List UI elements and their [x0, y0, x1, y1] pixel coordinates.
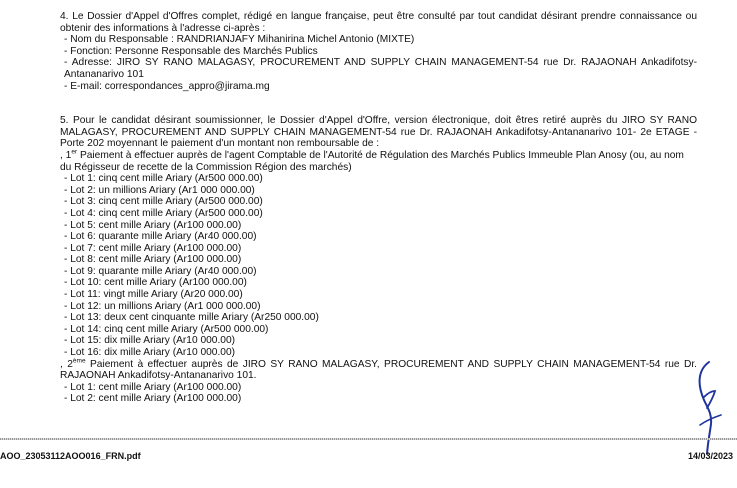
footer-filename: AOO_23053112AOO016_FRN.pdf — [0, 451, 141, 461]
first-payment-text: Paiement à effectuer auprès de l'agent Comptable de l'Autorité de Régulation des Marchés Publics Immeuble Plan Anosy (ou, au nom du Régisseur de recette de la Commission Région des marchés) — [60, 149, 684, 173]
lot-line: - Lot 15: dix mille Ariary (Ar10 000.00) — [64, 335, 235, 347]
footer-divider — [0, 438, 737, 440]
first-payment-lot-list — [60, 173, 697, 359]
footer-date: 14/03/2023 — [687, 451, 733, 461]
handwritten-signature — [690, 360, 726, 456]
lot-line: - Lot 2: un millions Ariary (Ar1 000 000.00) — [64, 184, 255, 196]
second-payment-superscript: ème — [72, 357, 86, 365]
first-payment-prefix: , 1 — [60, 149, 72, 161]
lot-line: - Lot 5: cent mille Ariary (Ar100 000.00) — [64, 219, 242, 231]
responsible-function-line: - Fonction: Personne Responsable des Marchés Publics — [64, 45, 318, 57]
first-payment-line — [60, 150, 697, 173]
first-payment-superscript: er — [71, 148, 78, 156]
second-payment-lot-list — [60, 382, 697, 405]
lot-line: - Lot 3: cinq cent mille Ariary (Ar500 000.00) — [64, 196, 263, 208]
responsible-address-line: - Adresse: JIRO SY RANO MALAGASY, PROCUREMENT AND SUPPLY CHAIN MANAGEMENT-54 rue Dr. RAJAONAH Ankadifotsy-Antananarivo 101 — [64, 57, 697, 80]
document-body — [60, 11, 697, 405]
lot-line: - Lot 7: cent mille Ariary (Ar100 000.00) — [64, 242, 242, 254]
lot-line: - Lot 6: quarante mille Ariary (Ar40 000.00) — [64, 231, 257, 243]
paragraph-spacer — [60, 92, 697, 115]
responsible-email-line: - E-mail: correspondances_appro@jirama.mg — [64, 80, 270, 92]
second-payment-text: Paiement à effectuer auprès de JIRO SY RANO MALAGASY, PROCUREMENT AND SUPPLY CHAIN MANAGEMENT-54 rue Dr. RAJAONAH Ankadifotsy-Antananarivo 101. — [60, 358, 697, 382]
lot-line: - Lot 1: cent mille Ariary (Ar100 000.00) — [64, 381, 242, 393]
lot-line: - Lot 14: cinq cent mille Ariary (Ar500 000.00) — [64, 323, 269, 335]
paragraph-4-intro: 4. Le Dossier d'Appel d'Offres complet, rédigé en langue française, peut être consulté par tout candidat désirant prendre connaissance ou obtenir des informations à l'adresse ci-après : — [60, 11, 697, 34]
lot-line: - Lot 8: cent mille Ariary (Ar100 000.00) — [64, 254, 242, 266]
lot-line: - Lot 12: un millions Ariary (Ar1 000 000.00) — [64, 300, 261, 312]
second-payment-line — [60, 359, 697, 382]
lot-line: - Lot 13: deux cent cinquante mille Ariary (Ar250 000.00) — [64, 312, 319, 324]
lot-line: - Lot 2: cent mille Ariary (Ar100 000.00) — [64, 393, 242, 405]
responsible-name-line: - Nom du Responsable : RANDRIANJAFY Mihanirina Michel Antonio (MIXTE) — [64, 34, 415, 46]
lot-line: - Lot 9: quarante mille Ariary (Ar40 000.00) — [64, 265, 257, 277]
lot-line: - Lot 1: cinq cent mille Ariary (Ar500 000.00) — [64, 173, 263, 185]
paragraph-5-intro: 5. Pour le candidat désirant soumissionner, le Dossier d'Appel d'Offre, version électronique, doit êtres retiré auprès du JIRO SY RANO MALAGASY, PROCUREMENT AND SUPPLY CHAIN MANAGEMENT-54 rue Dr. RAJAONAH Ankadifotsy-Antananarivo 101- 2e ETAGE - Porte 202 moyennant le paiement d'un montant non remboursable de : — [60, 115, 697, 150]
lot-line: - Lot 4: cinq cent mille Ariary (Ar500 000.00) — [64, 207, 263, 219]
lot-line: - Lot 11: vingt mille Ariary (Ar20 000.00) — [64, 289, 243, 301]
lot-line: - Lot 10: cent mille Ariary (Ar100 000.00) — [64, 277, 247, 289]
second-payment-prefix: , 2 — [60, 358, 73, 370]
lot-line: - Lot 16: dix mille Ariary (Ar10 000.00) — [64, 347, 235, 359]
